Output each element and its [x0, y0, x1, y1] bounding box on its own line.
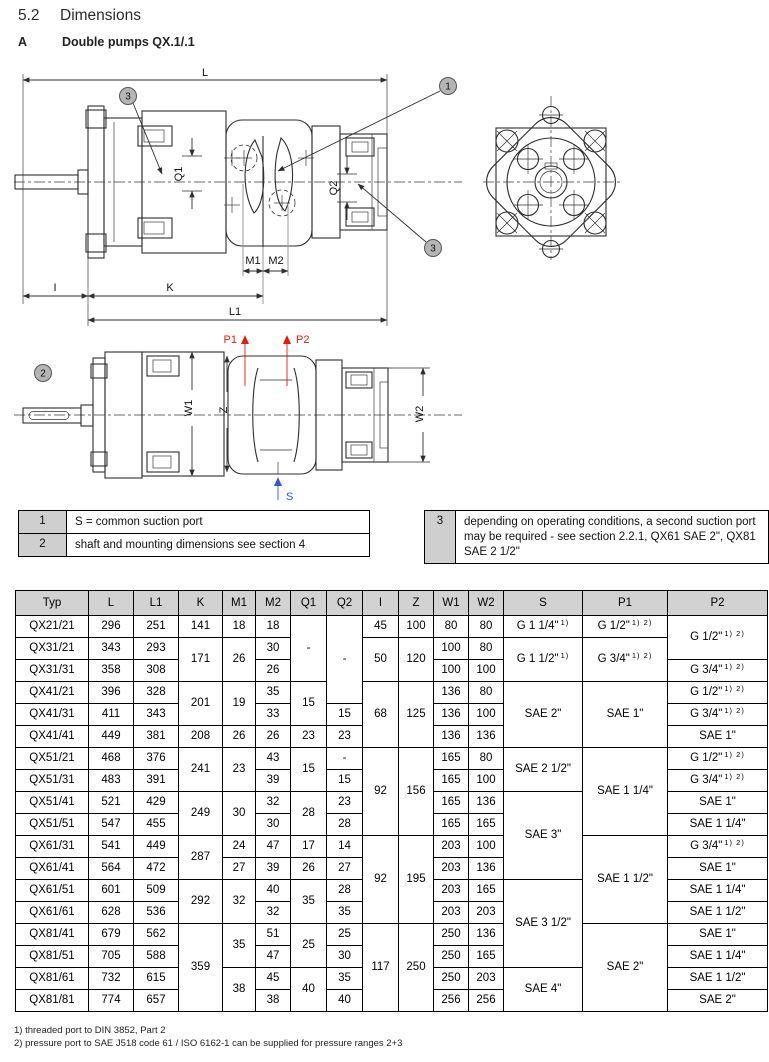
table-cell: 100 — [469, 770, 504, 792]
note-text: depending on operating conditions, a second suction port may be required - see section 2.2.1, QX61 SAE 2", QX81 SAE 2 1/2" — [464, 516, 756, 558]
table-cell: 250 — [399, 924, 434, 1012]
table-cell: SAE 1" — [668, 858, 768, 880]
note-text: shaft and mounting dimensions see section 4 — [75, 539, 306, 551]
table-cell: 136 — [434, 704, 469, 726]
column-header: Q1 — [291, 591, 327, 616]
table-cell: 125 — [399, 682, 434, 748]
notes-table-left — [18, 510, 370, 557]
table-cell: 208 — [179, 726, 223, 748]
table-cell: 35 — [291, 880, 327, 924]
table-row — [16, 836, 768, 858]
table-cell: 17 — [291, 836, 327, 858]
footnote-marker: 1) 2) — [724, 662, 745, 672]
table-cell: 136 — [434, 682, 469, 704]
table-cell: 80 — [469, 638, 504, 660]
footnote-marker: 1) 2) — [724, 684, 745, 694]
table-cell: 391 — [134, 770, 179, 792]
front-view-drawing — [483, 93, 663, 263]
table-cell: 23 — [223, 748, 256, 792]
table-cell: QX51/51 — [16, 814, 89, 836]
callout-label-1: 1 — [445, 81, 451, 93]
table-cell: SAE 1 1/2" — [668, 902, 768, 924]
table-cell: 296 — [89, 616, 134, 638]
callouts-side — [35, 365, 52, 382]
table-cell: 33 — [256, 704, 291, 726]
table-cell: 32 — [256, 902, 291, 924]
note-row-2 — [18, 534, 370, 557]
table-cell: 18 — [256, 616, 291, 638]
table-cell: 19 — [223, 682, 256, 726]
subsection-title-text: Double pumps QX.1/.1 — [62, 35, 195, 49]
table-cell: 141 — [179, 616, 223, 638]
table-cell: 15 — [327, 704, 363, 726]
dim-label-M2: M2 — [268, 255, 284, 267]
table-cell: 250 — [434, 946, 469, 968]
dimension-lines-side — [183, 352, 430, 476]
table-cell: 411 — [89, 704, 134, 726]
table-cell: 40 — [291, 968, 327, 1012]
column-header: K — [179, 591, 223, 616]
table-cell: 628 — [89, 902, 134, 924]
table-cell: SAE 1" — [668, 726, 768, 748]
table-cell: 100 — [434, 638, 469, 660]
table-cell: 32 — [223, 880, 256, 924]
table-cell: 774 — [89, 990, 134, 1012]
table-cell: 541 — [89, 836, 134, 858]
table-cell: 449 — [89, 726, 134, 748]
subsection-letter: A — [18, 35, 28, 49]
table-cell: 40 — [327, 990, 363, 1012]
table-cell: SAE 2" — [583, 924, 668, 1012]
table-cell: 80 — [469, 748, 504, 770]
table-cell: 249 — [179, 792, 223, 836]
table-cell: G 1/2" $^{1) 2)}$ — [583, 616, 668, 638]
dim-label-L1: L1 — [228, 306, 242, 318]
note-row-1 — [18, 510, 370, 534]
table-cell: 732 — [89, 968, 134, 990]
table-cell: 359 — [179, 924, 223, 1012]
table-cell: 376 — [134, 748, 179, 770]
table-cell: 165 — [469, 814, 504, 836]
table-cell: SAE 1 1/4" — [668, 946, 768, 968]
table-cell: 256 — [469, 990, 504, 1012]
table-cell: 308 — [134, 660, 179, 682]
table-cell: 203 — [434, 858, 469, 880]
table-cell: 35 — [327, 902, 363, 924]
table-cell: 509 — [134, 880, 179, 902]
table-cell: 171 — [179, 638, 223, 682]
table-cell: 14 — [327, 836, 363, 858]
table-cell: 38 — [223, 968, 256, 1012]
table-cell: 165 — [469, 946, 504, 968]
table-header-row — [16, 591, 768, 616]
column-header: P2 — [668, 591, 768, 616]
table-cell: 38 — [256, 990, 291, 1012]
table-cell: QX51/21 — [16, 748, 89, 770]
table-cell: 80 — [469, 616, 504, 638]
table-cell: 657 — [134, 990, 179, 1012]
table-row — [16, 748, 768, 770]
table-cell: 30 — [327, 946, 363, 968]
table-cell: G 3/4" $^{1) 2)}$ — [668, 660, 768, 682]
table-cell: 250 — [434, 968, 469, 990]
table-cell: 43 — [256, 748, 291, 770]
table-cell: 39 — [256, 770, 291, 792]
table-cell: 100 — [434, 660, 469, 682]
table-cell: SAE 1" — [668, 924, 768, 946]
dim-label-K: K — [166, 282, 174, 294]
table-cell: 100 — [469, 660, 504, 682]
table-cell: G 3/4" $^{1) 2)}$ — [668, 770, 768, 792]
note-row-3 — [424, 510, 769, 564]
table-cell: 136 — [469, 858, 504, 880]
column-header: M2 — [256, 591, 291, 616]
column-header: I — [363, 591, 399, 616]
table-cell: 30 — [256, 814, 291, 836]
table-cell: 100 — [469, 836, 504, 858]
table-cell: 562 — [134, 924, 179, 946]
table-cell: QX61/31 — [16, 836, 89, 858]
table-cell: 23 — [327, 792, 363, 814]
table-cell: 203 — [469, 968, 504, 990]
column-header: W1 — [434, 591, 469, 616]
table-cell: 35 — [223, 924, 256, 968]
table-cell: 26 — [256, 660, 291, 682]
column-header: P1 — [583, 591, 668, 616]
table-cell: 80 — [434, 616, 469, 638]
table-cell: 45 — [256, 968, 291, 990]
table-cell: G 1/2" $^{1) 2)}$ — [668, 616, 768, 660]
table-cell: 15 — [291, 748, 327, 792]
table-cell: 136 — [469, 924, 504, 946]
table-cell: 203 — [434, 902, 469, 924]
column-header: Typ — [16, 591, 89, 616]
table-cell: 26 — [291, 858, 327, 880]
callout-label-3b: 3 — [430, 243, 436, 255]
table-cell: 358 — [89, 660, 134, 682]
table-cell: 51 — [256, 924, 291, 946]
table-cell: G 1 1/2" $^{1)}$ — [504, 638, 583, 682]
dim-label-Q1: Q1 — [173, 166, 185, 182]
footnotes — [14, 1024, 402, 1050]
table-cell: 27 — [223, 858, 256, 880]
table-cell: 536 — [134, 902, 179, 924]
table-cell: 165 — [434, 748, 469, 770]
table-cell: 35 — [256, 682, 291, 704]
column-header: Q2 — [327, 591, 363, 616]
table-row — [16, 616, 768, 638]
footnote-marker: 1) 2) — [631, 651, 653, 661]
table-cell: 343 — [89, 638, 134, 660]
callout-label-2: 2 — [40, 368, 46, 380]
table-cell: 165 — [469, 880, 504, 902]
table-cell: SAE 2" — [668, 990, 768, 1012]
notes-table-right — [424, 510, 769, 564]
table-cell: G 3/4" $^{1) 2)}$ — [668, 836, 768, 858]
table-cell: 28 — [291, 792, 327, 836]
table-cell: - — [327, 616, 363, 704]
note-number: 3 — [425, 511, 456, 563]
table-cell: 15 — [291, 682, 327, 726]
table-cell: 472 — [134, 858, 179, 880]
dim-label-M1: M1 — [245, 255, 261, 267]
port-arrows — [224, 334, 310, 503]
note-text: S = common suction port — [75, 516, 203, 528]
table-cell: 28 — [327, 814, 363, 836]
table-cell: 32 — [256, 792, 291, 814]
table-cell: SAE 1" — [583, 682, 668, 748]
table-cell: G 1 1/4" $^{1)}$ — [504, 616, 583, 638]
table-cell: 705 — [89, 946, 134, 968]
table-cell: QX61/41 — [16, 858, 89, 880]
table-cell: 39 — [256, 858, 291, 880]
table-cell: QX21/21 — [16, 616, 89, 638]
flange-outline — [477, 96, 624, 260]
table-cell: G 3/4" $^{1) 2)}$ — [583, 638, 668, 682]
table-cell: - — [327, 748, 363, 770]
footnote-marker: 1) 2) — [724, 706, 745, 716]
table-row — [16, 682, 768, 704]
table-cell: 165 — [434, 770, 469, 792]
callout-label-3a: 3 — [125, 91, 131, 103]
table-cell: QX51/31 — [16, 770, 89, 792]
table-cell: 136 — [469, 726, 504, 748]
column-header: L — [89, 591, 134, 616]
table-cell: QX81/61 — [16, 968, 89, 990]
table-cell: QX51/41 — [16, 792, 89, 814]
table-cell: 203 — [469, 902, 504, 924]
table-cell: 256 — [434, 990, 469, 1012]
table-cell: 45 — [363, 616, 399, 638]
table-cell: SAE 4" — [504, 968, 583, 1012]
dim-label-Q2: Q2 — [328, 180, 340, 196]
table-cell: 483 — [89, 770, 134, 792]
column-header: L1 — [134, 591, 179, 616]
table-cell: 26 — [223, 726, 256, 748]
table-cell: 601 — [89, 880, 134, 902]
table-cell: 429 — [134, 792, 179, 814]
table-cell: 455 — [134, 814, 179, 836]
footnote-2: 2) pressure port to SAE J518 code 61 / ISO 6162-1 can be supplied for pressure ranges 2+3 — [14, 1038, 403, 1049]
dimensions-table — [15, 590, 768, 1012]
dimension-lines-top — [23, 67, 387, 326]
table-cell: 26 — [256, 726, 291, 748]
section-title-text: Dimensions — [60, 7, 141, 24]
table-cell: G 1/2" $^{1) 2)}$ — [668, 748, 768, 770]
port-label-P1: P1 — [223, 334, 237, 346]
table-cell: 250 — [434, 924, 469, 946]
dim-label-I: I — [53, 282, 57, 294]
footnote-marker: 1) 2) — [724, 772, 745, 782]
table-cell: 23 — [291, 726, 327, 748]
table-cell: SAE 2" — [504, 682, 583, 748]
table-cell: QX41/31 — [16, 704, 89, 726]
table-cell: 18 — [223, 616, 256, 638]
table-cell: 117 — [363, 924, 399, 1012]
table-cell: 27 — [327, 858, 363, 880]
table-cell: 68 — [363, 682, 399, 748]
note-number: 2 — [19, 534, 67, 556]
column-header: M1 — [223, 591, 256, 616]
table-cell: 136 — [469, 792, 504, 814]
table-cell: QX41/21 — [16, 682, 89, 704]
table-cell: 26 — [223, 638, 256, 682]
table-cell: 156 — [399, 748, 434, 836]
port-label-P2: P2 — [296, 334, 310, 346]
table-cell: 564 — [89, 858, 134, 880]
footnote-1: 1) threaded port to DIN 3852, Part 2 — [14, 1025, 166, 1036]
table-cell: QX81/81 — [16, 990, 89, 1012]
table-cell: SAE 1 1/2" — [668, 968, 768, 990]
table-cell: 92 — [363, 748, 399, 836]
table-cell: 165 — [434, 792, 469, 814]
table-cell: G 3/4" $^{1) 2)}$ — [668, 704, 768, 726]
table-cell: 293 — [134, 638, 179, 660]
table-cell: 679 — [89, 924, 134, 946]
table-cell: 120 — [399, 638, 434, 682]
top-view-drawing — [10, 64, 470, 336]
side-view-drawing — [10, 328, 470, 513]
footnote-marker: 1) — [560, 651, 570, 661]
table-cell: 30 — [223, 792, 256, 836]
table-cell: QX81/51 — [16, 946, 89, 968]
table-cell: 251 — [134, 616, 179, 638]
table-cell: 92 — [363, 836, 399, 924]
table-cell: 396 — [89, 682, 134, 704]
dim-label-W1: W1 — [183, 399, 195, 417]
table-cell: 165 — [434, 814, 469, 836]
table-row — [16, 924, 768, 946]
table-row — [16, 638, 768, 660]
table-cell: 201 — [179, 682, 223, 726]
table-cell: 292 — [179, 880, 223, 924]
table-cell: 25 — [291, 924, 327, 968]
table-cell: - — [291, 616, 327, 682]
note-number: 1 — [19, 511, 67, 533]
table-cell: 30 — [256, 638, 291, 660]
table-cell: 35 — [327, 968, 363, 990]
table-cell: G 1/2" $^{1) 2)}$ — [668, 682, 768, 704]
footnote-marker: 1) 2) — [631, 618, 653, 628]
table-cell: 588 — [134, 946, 179, 968]
table-cell: 100 — [399, 616, 434, 638]
table-cell: 468 — [89, 748, 134, 770]
table-cell: 40 — [256, 880, 291, 902]
table-cell: 287 — [179, 836, 223, 880]
footnote-marker: 1) — [560, 618, 570, 628]
section-number: 5.2 — [18, 7, 40, 24]
table-cell: SAE 2 1/2" — [504, 748, 583, 792]
table-cell: SAE 1 1/4" — [668, 880, 768, 902]
table-cell: 195 — [399, 836, 434, 924]
table-cell: 615 — [134, 968, 179, 990]
dim-label-W2: W2 — [414, 405, 426, 423]
table-cell: 80 — [469, 682, 504, 704]
table-cell: 24 — [223, 836, 256, 858]
table-cell: 203 — [434, 836, 469, 858]
column-header: S — [504, 591, 583, 616]
footnote-marker: 1) 2) — [724, 750, 745, 760]
table-cell: 521 — [89, 792, 134, 814]
table-cell: 241 — [179, 748, 223, 792]
table-cell: 15 — [327, 770, 363, 792]
table-cell: 50 — [363, 638, 399, 682]
table-cell: SAE 3 1/2" — [504, 880, 583, 968]
dim-label-Z: Z — [218, 406, 230, 414]
table-cell: SAE 1 1/2" — [583, 836, 668, 924]
table-cell: 47 — [256, 946, 291, 968]
table-cell: 381 — [134, 726, 179, 748]
dim-label-L: L — [201, 67, 209, 79]
table-cell: QX41/41 — [16, 726, 89, 748]
table-cell: 100 — [469, 704, 504, 726]
table-cell: 328 — [134, 682, 179, 704]
table-cell: QX61/51 — [16, 880, 89, 902]
table-cell: SAE 3" — [504, 792, 583, 880]
footnote-marker: 1) 2) — [724, 838, 745, 848]
table-cell: QX81/41 — [16, 924, 89, 946]
pump-outline-top — [14, 106, 462, 258]
table-cell: 203 — [434, 880, 469, 902]
table-cell: 449 — [134, 836, 179, 858]
table-cell: QX31/31 — [16, 660, 89, 682]
table-cell: QX31/21 — [16, 638, 89, 660]
port-label-S: S — [286, 491, 294, 503]
table-cell: 343 — [134, 704, 179, 726]
table-cell: 25 — [327, 924, 363, 946]
table-cell: SAE 1 1/4" — [583, 748, 668, 836]
table-cell: 136 — [434, 726, 469, 748]
table-cell: SAE 1 1/4" — [668, 814, 768, 836]
table-cell: 23 — [327, 726, 363, 748]
pump-outline-side — [14, 352, 462, 478]
table-cell: SAE 1" — [668, 792, 768, 814]
table-cell: 47 — [256, 836, 291, 858]
column-header: Z — [399, 591, 434, 616]
table-cell: 28 — [327, 880, 363, 902]
footnote-marker: 1) 2) — [724, 629, 745, 639]
column-header: W2 — [469, 591, 504, 616]
table-cell: QX61/61 — [16, 902, 89, 924]
table-cell: 547 — [89, 814, 134, 836]
